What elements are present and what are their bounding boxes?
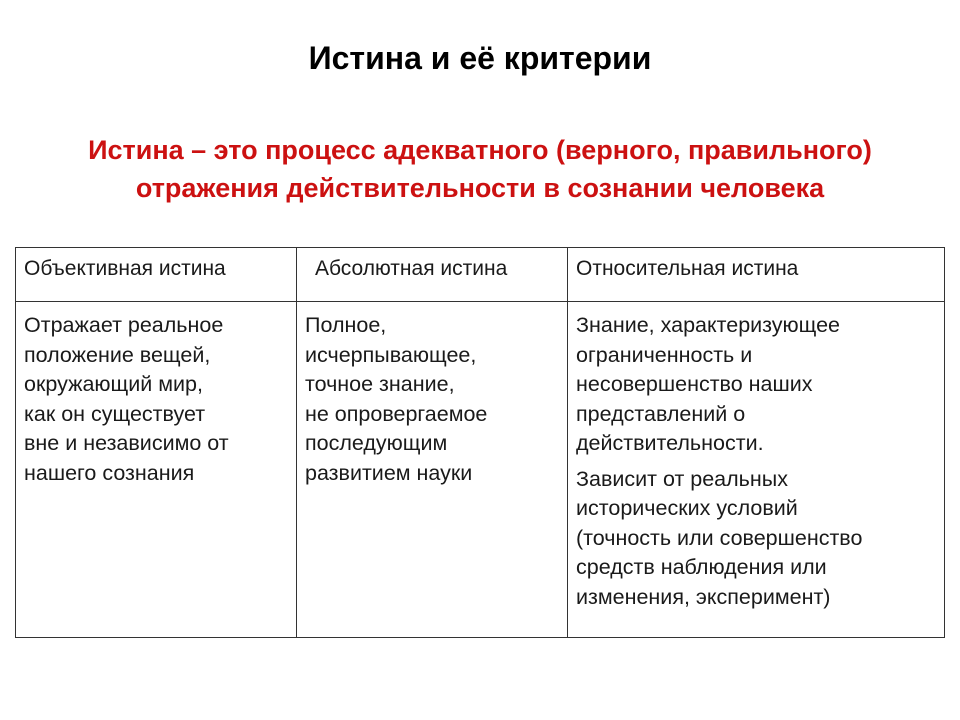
relative-line: Знание, характеризующее xyxy=(576,313,841,337)
relative-line: ограниченность и xyxy=(576,342,753,367)
absolute-line: развитием науки xyxy=(305,460,473,485)
relative-line: изменения, эксперимент) xyxy=(576,584,831,609)
absolute-line: Полное, xyxy=(305,313,387,337)
header-relative-truth: Относительная истина xyxy=(568,248,945,302)
definition-line-1: Истина – это процесс адекватного (верного, правильного) xyxy=(88,135,872,165)
relative-line: несовершенство наших xyxy=(576,372,813,396)
truth-definition xyxy=(0,131,960,207)
relative-line: средств наблюдения или xyxy=(576,555,827,579)
absolute-line: исчерпывающее, xyxy=(305,342,477,367)
truth-types-table xyxy=(15,247,945,638)
page-title: Истина и её критерии xyxy=(308,40,652,76)
objective-line: вне и независимо от xyxy=(24,431,229,455)
objective-line: Отражает реальное xyxy=(24,313,224,337)
cell-objective-truth xyxy=(16,302,297,638)
objective-line: окружающий мир, xyxy=(24,372,203,396)
relative-line: действительности. xyxy=(576,431,764,455)
table-header-row xyxy=(16,248,945,302)
absolute-line: точное знание, xyxy=(305,372,455,396)
absolute-line: последующим xyxy=(305,431,448,455)
relative-line: представлений о xyxy=(576,401,746,426)
objective-line: как он существует xyxy=(24,401,206,426)
definition-line-2: отражения действительности в сознании человека xyxy=(135,173,825,203)
relative-line: Зависит от реальных xyxy=(576,466,788,491)
cell-absolute-truth xyxy=(297,302,568,638)
objective-line: нашего сознания xyxy=(24,460,195,485)
header-absolute-truth: Абсолютная истина xyxy=(297,248,568,302)
table-row xyxy=(16,302,945,638)
header-objective-truth: Объективная истина xyxy=(16,248,297,302)
cell-relative-truth xyxy=(568,302,945,638)
relative-line: исторических условий xyxy=(576,496,798,520)
absolute-line: не опровергаемое xyxy=(305,401,488,426)
relative-line: (точность или совершенство xyxy=(576,525,863,550)
objective-line: положение вещей, xyxy=(24,342,211,367)
